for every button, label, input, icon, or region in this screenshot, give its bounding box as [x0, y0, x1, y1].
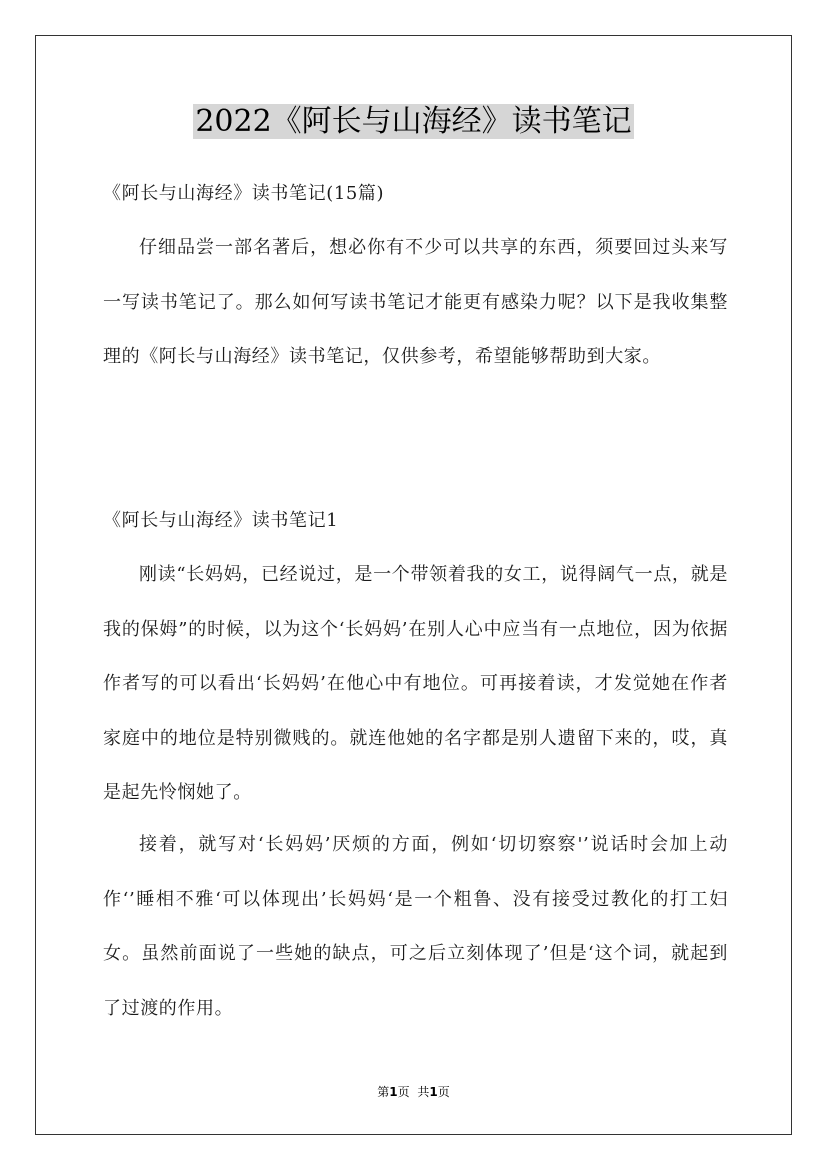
paragraph-2-block	[103, 548, 728, 821]
intro-paragraph-block	[103, 221, 728, 385]
paragraph-3-block	[103, 818, 728, 1036]
footer-total-prefix: 共	[417, 1085, 430, 1099]
paragraph-2: 刚读“长妈妈，已经说过，是一个带领着我的女工，说得阔气一点，就是我的保姆”的时候，以为这个‘长妈妈’在别人心中应当有一点地位，因为依据作者写的可以看出‘长妈妈’在他心中有地位。可再接着读，才发觉她在作者家庭中的地位是特别微贱的。就连他她的名字都是别人遗留下来的，哎，真是起先怜悯她了。	[103, 564, 728, 803]
section-heading: 《阿长与山海经》读书笔记1	[103, 510, 339, 531]
document-subtitle: 《阿长与山海经》读书笔记(15篇)	[103, 183, 385, 204]
footer-total-suffix: 页	[437, 1085, 450, 1099]
page-footer	[0, 1083, 827, 1101]
footer-page-prefix: 第	[377, 1085, 390, 1099]
footer-page-suffix: 页	[397, 1085, 410, 1099]
document-title	[0, 100, 827, 144]
document-title-text: 2022《阿长与山海经》读书笔记	[195, 104, 632, 139]
intro-paragraph: 仔细品尝一部名著后，想必你有不少可以共享的东西，须要回过头来写一写读书笔记了。那么如何写读书笔记才能更有感染力呢？以下是我收集整理的《阿长与山海经》读书笔记，仅供参考，希望能够帮助到大家。	[103, 237, 728, 367]
footer-total-pages: 1	[429, 1085, 438, 1099]
footer-page-number: 1	[389, 1085, 398, 1099]
paragraph-3: 接着，就写对‘长妈妈’厌烦的方面，例如‘切切察察'’说话时会加上动作‘’睡相不雅‘可以体现出’长妈妈‘是一个粗鲁、没有接受过教化的打工妇女。虽然前面说了一些她的缺点，可之后立刻体现了’但是‘这个词，就起到了过渡的作用。	[103, 834, 728, 1019]
